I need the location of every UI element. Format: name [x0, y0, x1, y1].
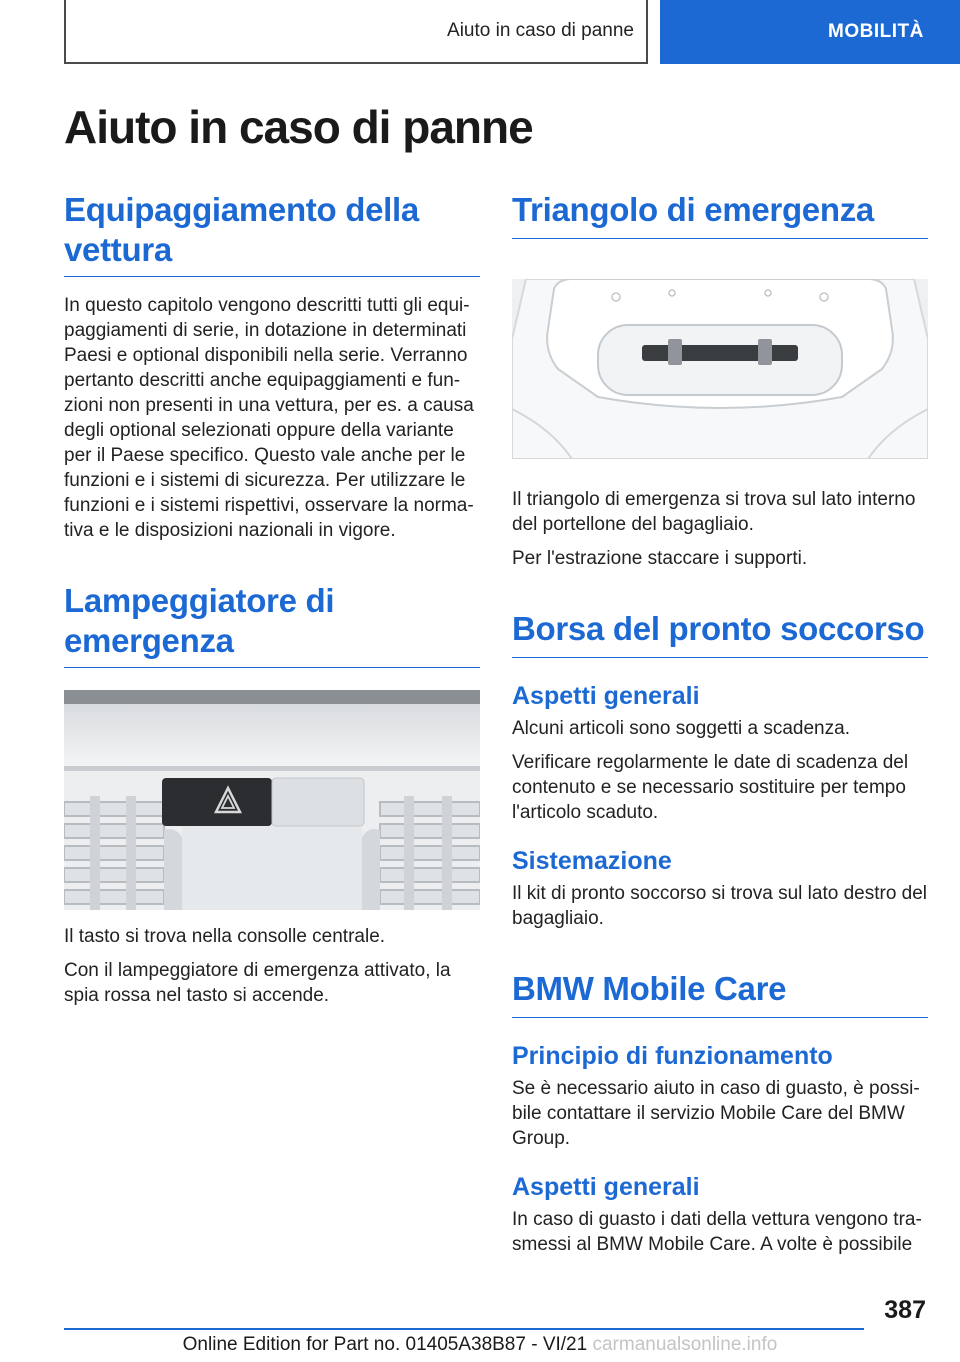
footer-rule [64, 1328, 864, 1330]
chapter-title: Aiuto in caso di panne [64, 101, 533, 153]
chapter-tab [660, 0, 960, 64]
section-label: Aiuto in caso di panne [447, 20, 634, 41]
page-number: 387 [884, 1296, 926, 1324]
heading-equipment: Equipaggiamento della vettura [64, 190, 480, 277]
subheading-first-aid-storage: Sistemazione [512, 847, 672, 875]
mobile-care-general-text: In caso di guasto i dati della vettura vengono tra-smessi al BMW Mobile Care. A volte è possibile [512, 1209, 922, 1255]
right-column [512, 190, 928, 1266]
trunk-lid-illustration [512, 279, 928, 459]
heading-mobile-care: BMW Mobile Care [512, 969, 928, 1018]
watermark-site: carmanualsonline.info [587, 1334, 778, 1355]
heading-triangle: Triangolo di emergenza [512, 190, 928, 239]
running-header-section [64, 0, 648, 64]
triangle-removal-text: Per l'estrazione staccare i supporti. [512, 548, 808, 569]
left-column [64, 190, 480, 1017]
footer-edition [0, 1334, 960, 1356]
subheading-mobile-care-general: Aspetti generali [512, 1173, 700, 1201]
hazard-indicator-text: Con il lampeggiatore di emergenza attivato, la spia rossa nel tasto si accende. [64, 960, 451, 1006]
triangle-location-text: Il triangolo di emergenza si trova sul lato interno del portellone del bagagliaio. [512, 489, 916, 535]
first-aid-check-text: Verificare regolarmente le date di scadenza del contenuto e se necessario sostituire per tempo l'articolo scaduto. [512, 752, 909, 823]
hazard-location-text: Il tasto si trova nella consolle centrale. [64, 926, 386, 947]
footer-watermark: Online Edition for Part no. 01405A38B87 - VI/21 carmanualsonline.info [182, 1334, 778, 1355]
first-aid-storage-text: Il kit di pronto soccorso si trova sul lato destro del bagagliaio. [512, 883, 928, 929]
heading-first-aid: Borsa del pronto soccorso [512, 609, 928, 658]
equipment-text: In questo capitolo vengono descritti tutti gli equi-paggiamenti di serie, in dotazione in determinati Paesi e optional disponibili nella serie. Verranno pertanto descritti anche equipaggiamenti e fun-zioni non presenti in una vettura, per es. a causa degli optional selezionati oppure della variante per il Paese specifico. Questo vale anche per le funzioni e i sistemi di sicurezza. Per utilizzare le funzioni e i sistemi rispettivi, osservare la norma-tiva e le disposizioni nazionali in vigore. [64, 295, 474, 541]
trunk-lid-image [512, 279, 928, 459]
first-aid-expiry-text: Alcuni articoli sono soggetti a scadenza. [512, 718, 850, 739]
hazard-console-illustration [64, 690, 480, 910]
subheading-first-aid-general: Aspetti generali [512, 682, 700, 710]
heading-hazard: Lampeggiatore di emergenza [64, 581, 480, 668]
mobile-care-principle-text: Se è necessario aiuto in caso di guasto, è possi-bile contattare il servizio Mobile Care del BMW Group. [512, 1078, 920, 1149]
hazard-button-image [64, 690, 480, 910]
chapter-label: MOBILITÀ [828, 21, 924, 42]
subheading-mobile-care-principle: Principio di funzionamento [512, 1042, 833, 1070]
